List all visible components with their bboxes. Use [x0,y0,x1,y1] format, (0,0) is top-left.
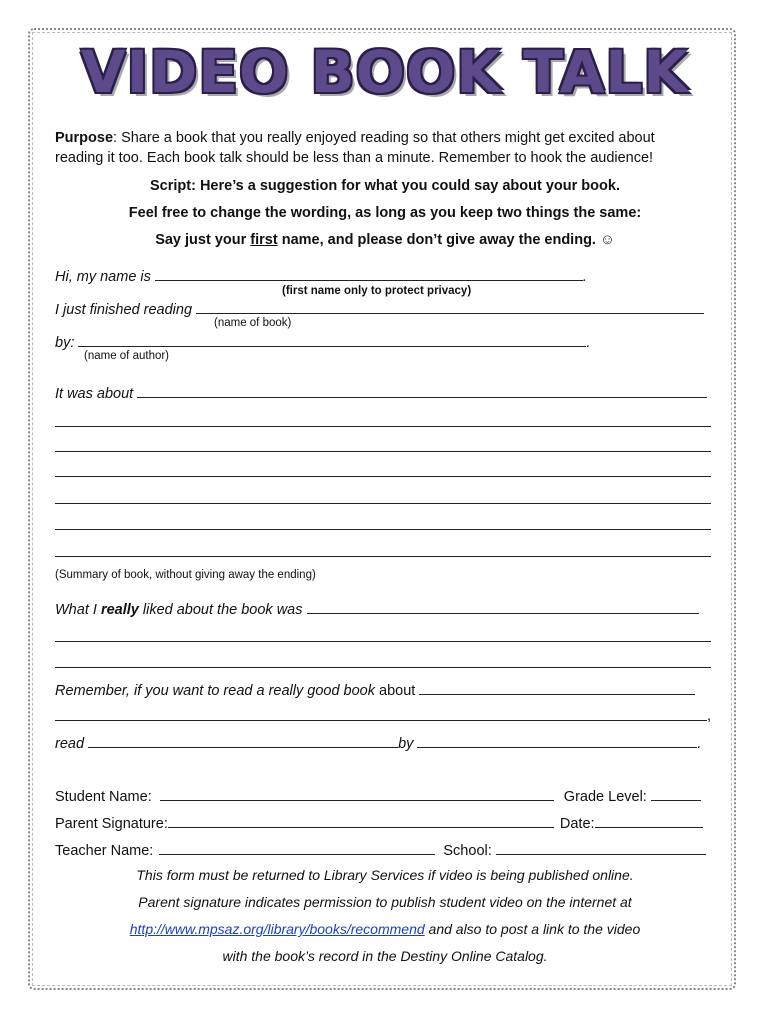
author-field[interactable] [78,332,586,347]
author-hint: (name of author) [84,350,170,362]
name-row: Hi, my name is . [55,266,587,285]
about-row [55,383,707,402]
liked-field[interactable] [307,599,699,614]
author-row: by: . [55,332,590,351]
purpose-paragraph [55,128,715,168]
student-name-field[interactable] [160,786,554,801]
summary-line[interactable] [55,476,711,477]
teacher-label: Teacher Name: [55,843,154,859]
date-field[interactable] [595,813,703,828]
read-title-field[interactable] [88,733,398,748]
purpose-text-2: reading it too. Each book talk should be less than a minute. Remember to hook the audience! [55,150,654,166]
comma: , [707,708,712,724]
summary-hint: (Summary of book, without giving away the ending) [55,569,316,581]
remember-line[interactable] [55,720,707,721]
reading-label: I just finished reading [55,302,193,318]
grade-label: Grade Level: [563,789,647,805]
summary-line[interactable] [55,529,711,530]
name-hint: (first name only to protect privacy) [282,285,472,297]
footer-line-2: Parent signature indicates permission to publish student video on the internet at [138,894,632,910]
remember-field[interactable] [419,680,695,695]
liked-pre: What I [55,602,101,618]
say-first-pre: Say just your [155,232,251,248]
book-title-field[interactable] [196,299,704,314]
read-label: read [55,736,85,752]
script-heading: Script: Here’s a suggestion for what you could say about your book. [150,178,620,194]
by-label: by: [55,335,75,351]
parent-label: Parent Signature: [55,816,168,832]
summary-line[interactable] [55,426,711,427]
remember-label: Remember, if you want to read a really good book [55,683,375,699]
name-label: Hi, my name is [55,269,151,285]
date-label: Date: [559,816,595,832]
liked-row [55,599,699,618]
parent-row [55,813,703,832]
footer-line-4: with the book’s record in the Destiny Online Catalog. [222,948,548,964]
grade-field[interactable] [651,786,701,801]
liked-bold: really [100,602,139,618]
name-field[interactable] [155,266,583,281]
remember-about: about [374,683,416,699]
remember-row [55,680,695,699]
footer-line-3-text: and also to post a link to the video [424,921,641,937]
liked-post: liked about the book was [138,602,303,618]
about-label: It was about [55,386,134,402]
purpose-text-1: : Share a book that you really enjoyed reading so that others might get excited about [113,130,655,146]
purpose-label: Purpose [55,130,114,146]
school-label: School: [443,843,492,859]
teacher-name-field[interactable] [159,840,435,855]
student-row [55,786,701,805]
school-field[interactable] [496,840,706,855]
read-author-field[interactable] [417,733,697,748]
liked-line[interactable] [55,641,711,642]
parent-signature-field[interactable] [168,813,554,828]
summary-line[interactable] [55,556,711,557]
summary-line[interactable] [55,451,711,452]
student-label: Student Name: [55,789,152,805]
footer-line-3 [0,921,770,937]
say-first-name-text [0,232,770,248]
say-first-post: name, and please don’t give away the ending. ☺ [277,232,615,248]
recommend-link[interactable]: http://www.mpsaz.org/library/books/recommend [129,921,425,937]
summary-line[interactable] [55,503,711,504]
say-first-word: first [250,232,278,248]
liked-line[interactable] [55,667,711,668]
book-row [55,299,704,318]
by2-label: by [398,736,414,752]
read-row: read by . [55,733,701,752]
book-hint: (name of book) [214,317,292,329]
page-title: VIDEO BOOK TALK [80,38,690,106]
about-field[interactable] [137,383,707,398]
feel-free-text: Feel free to change the wording, as long as you keep two things the same: [128,205,642,221]
teacher-row [55,840,706,859]
footer-line-1: This form must be returned to Library Services if video is being published online. [136,867,634,883]
